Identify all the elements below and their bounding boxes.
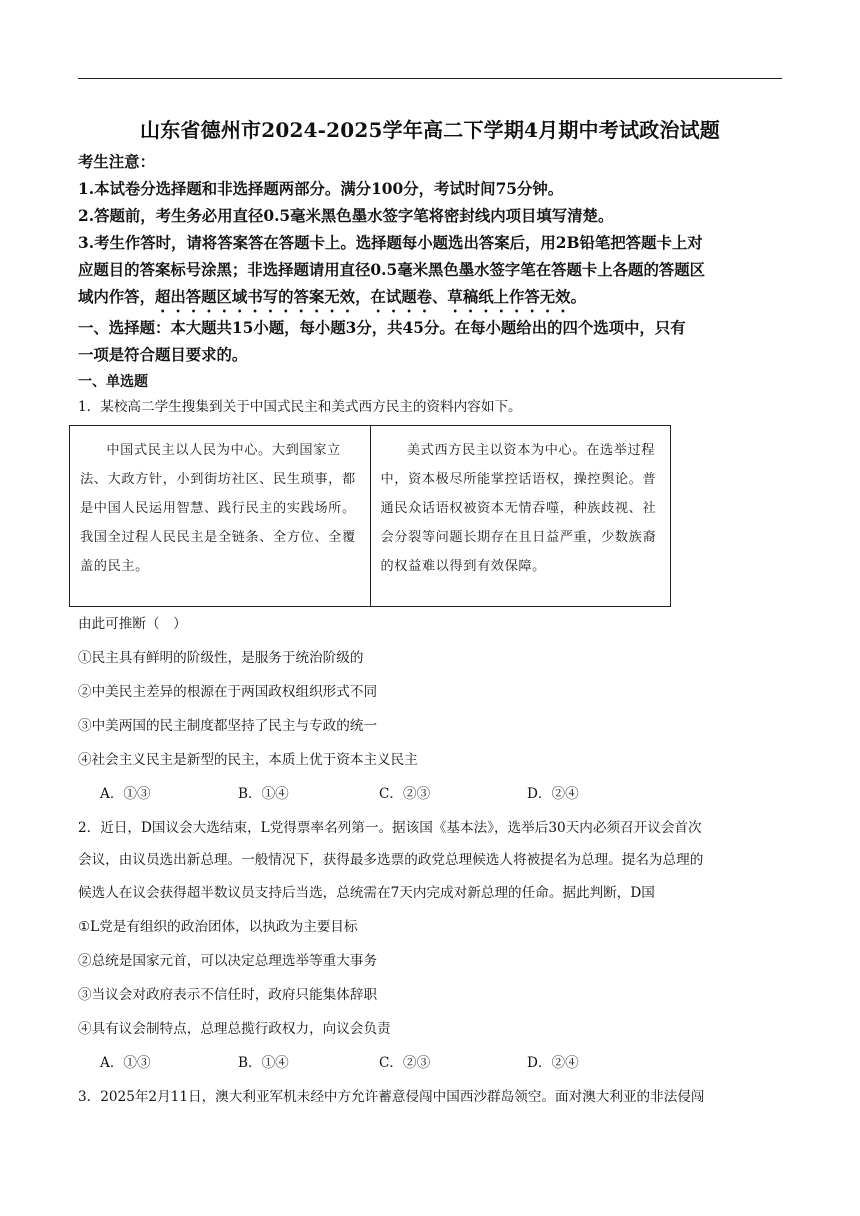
q2-option-c[interactable]: C．②③ bbox=[379, 1055, 431, 1071]
q1-stem: 1．某校高二学生搜集到关于中国式民主和美式西方民主的资料内容如下。 bbox=[78, 399, 522, 415]
section-heading-b: 一项是符合题目要求的。 bbox=[78, 346, 248, 364]
q1-option-b[interactable]: B．①④ bbox=[238, 786, 289, 802]
q1-statement-2: ②中美民主差异的根源在于两国政权组织形式不同 bbox=[78, 684, 378, 700]
q2-option-d[interactable]: D．②④ bbox=[527, 1055, 579, 1071]
q1-statement-4: ④社会主义民主是新型的民主，本质上优于资本主义民主 bbox=[78, 752, 418, 768]
q1-right-cell bbox=[370, 426, 671, 607]
q2-option-a[interactable]: A．①③ bbox=[100, 1055, 151, 1071]
notice-line-2: 2.答题前，考生务必用直径0.5毫米黑色墨水签字笔将密封线内项目填写清楚。 bbox=[78, 207, 614, 225]
q2-statement-4: ④具有议会制特点，总理总揽行政权力，向议会负责 bbox=[78, 1021, 391, 1037]
notice-line-1: 1.本试卷分选择题和非选择题两部分。满分100分，考试时间75分钟。 bbox=[78, 180, 564, 198]
q1-right-text: 美式西方民主以资本为中心。在选举过程中，资本极尽所能掌控话语权，操控舆论。普通民众话语权被资本无情吞噬，种族歧视、社会分裂等问题长期存在且日益严重，少数族裔的权益难以得到有效保障。 bbox=[380, 443, 657, 574]
header-rule bbox=[78, 78, 782, 79]
q1-left-text: 中国式民主以人民为中心。大到国家立法、大政方针，小到街坊社区、民生琐事，都是中国人民运用智慧、践行民主的实践场所。我国全过程人民民主是全链条、全方位、全覆盖的民主。 bbox=[80, 443, 356, 574]
section-subheading: 一、单选题 bbox=[78, 374, 148, 390]
q1-option-a[interactable]: A．①③ bbox=[100, 786, 151, 802]
q2-statement-2: ②总统是国家元首，可以决定总理选举等重大事务 bbox=[78, 953, 378, 969]
q2-statement-3: ③当议会对政府表示不信任时，政府只能集体辞职 bbox=[78, 987, 378, 1003]
notice-emphasis-2: 在试题卷、草稿纸上作答无效 bbox=[370, 288, 571, 306]
notice-line-3a: 3.考生作答时，请将答案答在答题卡上。选择题每小题选出答案后，用2B铅笔把答题卡上对 bbox=[78, 234, 703, 252]
q1-option-c[interactable]: C．②③ bbox=[379, 786, 431, 802]
q2-line-2: 会议，由议员选出新总理。一般情况下，获得最多选票的政党总理候选人将被提名为总理。提名为总理的 bbox=[78, 852, 704, 868]
q1-statement-1: ①民主具有鲜明的阶级性，是服务于统治阶级的 bbox=[78, 650, 364, 666]
notice-line-3c-start: 域内作答， bbox=[78, 288, 155, 306]
q2-line-1: 2．近日，D国议会大选结束，L党得票率名列第一。据该国《基本法》，选举后30天内必须召开议会首次 bbox=[78, 820, 702, 836]
section-heading-a: 一、选择题：本大题共15小题，每小题3分，共45分。在每小题给出的四个选项中，只有 bbox=[78, 319, 686, 337]
q1-left-cell bbox=[70, 426, 371, 607]
q3-line-1: 3．2025年2月11日，澳大利亚军机未经中方允许蓄意侵闯中国西沙群岛领空。面对澳大利亚的非法侵闯 bbox=[78, 1089, 705, 1105]
q2-statement-1: ①L党是有组织的政治团体，以执政为主要目标 bbox=[78, 919, 358, 935]
notice-line-3c bbox=[78, 285, 784, 316]
q1-statement-3: ③中美两国的民主制度都坚持了民主与专政的统一 bbox=[78, 718, 378, 734]
notice-heading: 考生注意： bbox=[78, 153, 155, 171]
q2-line-3: 候选人在议会获得超半数议员支持后当选，总统需在7天内完成对新总理的任命。据此判断，D国 bbox=[78, 885, 655, 901]
q1-prompt: 由此可推断（ ） bbox=[78, 616, 187, 632]
notice-line-3c-mid: ， bbox=[355, 288, 371, 306]
q1-option-d[interactable]: D．②④ bbox=[527, 786, 579, 802]
notice-line-3b: 应题目的答案标号涂黑；非选择题请用直径0.5毫米黑色墨水签字笔在答题卡上各题的答题区 bbox=[78, 261, 706, 279]
q1-source-table bbox=[69, 425, 671, 607]
notice-emphasis-1: 超出答题区域书写的答案无效 bbox=[154, 288, 356, 306]
page-title: 山东省德州市2024-2025学年高二下学期4月期中考试政治试题 bbox=[140, 118, 720, 142]
q2-option-b[interactable]: B．①④ bbox=[238, 1055, 289, 1071]
notice-line-3c-end: 。 bbox=[570, 288, 586, 306]
